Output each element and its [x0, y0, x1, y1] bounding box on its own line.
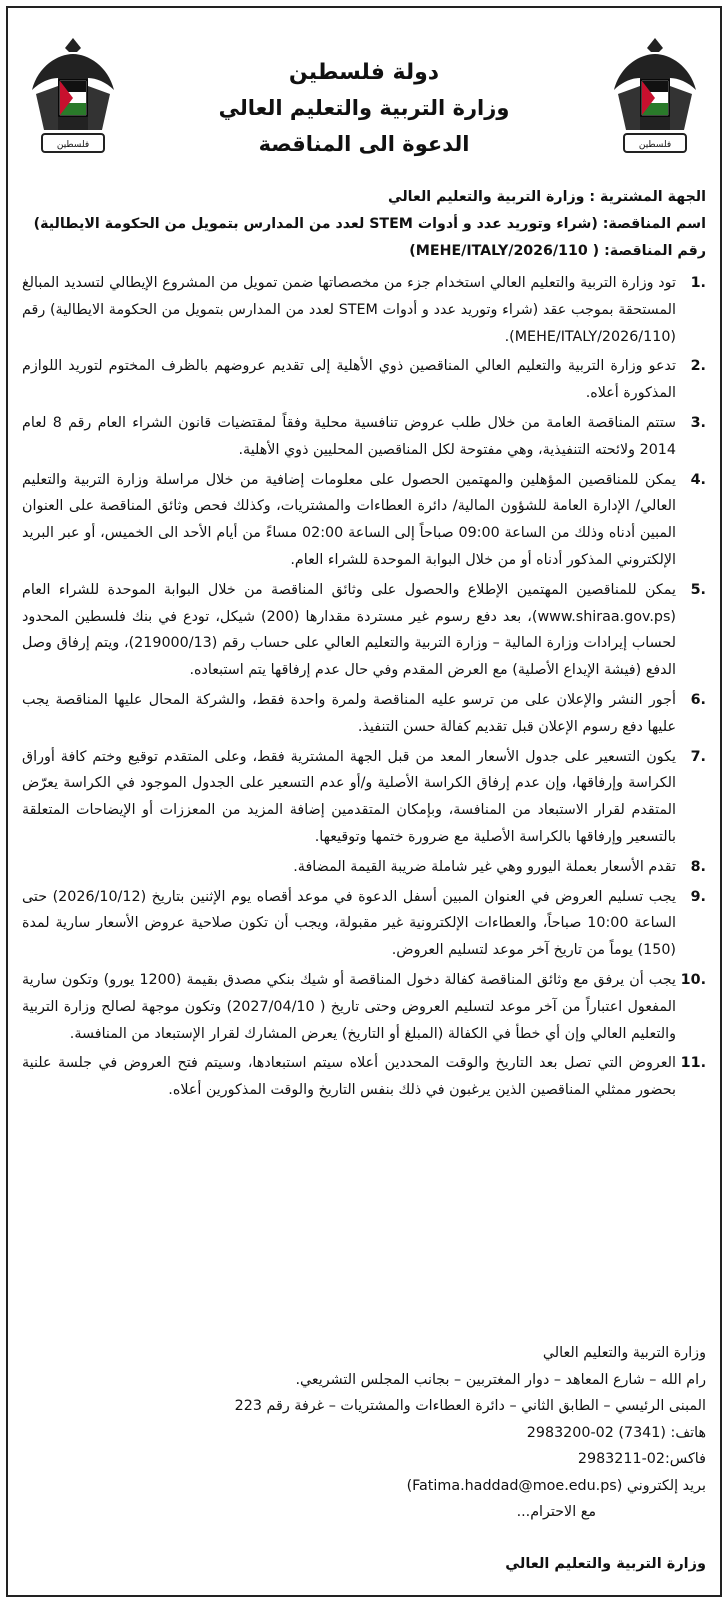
clause-item — [22, 1050, 706, 1104]
clause-text: تود وزارة التربية والتعليم العالي استخدام جزء من مخصصاتها ضمن تمويل من المشروع الإيطالي لتسديد المبالغ المستحقة بموجب عقد (شراء وتوريد عدد و أدوات STEM لعدد من المدارس بتمويل من الحكومة الايطالية) رقم (MEHE/ITALY/2026/110). — [22, 275, 676, 345]
state-title: دولة فلسطين — [288, 60, 440, 85]
signature: وزارة التربية والتعليم العالي — [505, 1556, 706, 1572]
clause-number: 6. — [690, 691, 706, 708]
clause-text: تدعو وزارة التربية والتعليم العالي المناقصين ذوي الأهلية إلى تقديم عروضهم بالظرف المختوم لتوريد اللوازم المذكورة أعلاه. — [22, 358, 676, 402]
clause-number: 10. — [680, 971, 706, 988]
contact-email: بريد إلكتروني (Fatima.haddad@moe.edu.ps) — [406, 1477, 706, 1494]
tender-notice — [6, 6, 722, 1597]
clause-number: 9. — [690, 888, 706, 905]
clause-number: 11. — [680, 1055, 706, 1072]
clause-text: يجب تسليم العروض في العنوان المبين أسفل الدعوة في موعد أقصاه يوم الإثنين بتاريخ (2026/10/12) حتى الساعة 10:00 صباحاً، والعطاءات الإلكترونية غير مقبولة، ويجب أن تكون صلاحية عروض الأسعار سارية لمدة (150) يوماً من تاريخ آخر موعد لتسليم العروض. — [22, 888, 677, 959]
tender-number-line: رقم المناقصة: ( MEHE/ITALY/2026/110) — [409, 243, 706, 259]
clause-number: 4. — [690, 471, 706, 488]
clause-text: العروض التي تصل بعد التاريخ والوقت المحددين أعلاه سيتم استبعادها، وسيتم فتح العروض في جلسة علنية بحضور ممثلي المناقصين الذين يرغبون في ذلك بنفس التاريخ والوقت المذكورين أعلاه. — [22, 1055, 676, 1099]
tender-meta — [22, 184, 706, 265]
contact-phone: هاتف: (7341) 02-2983200 — [526, 1424, 706, 1441]
clause-item — [22, 687, 706, 741]
regards-line: مع الاحترام... — [516, 1504, 596, 1520]
clause-number: 2. — [690, 358, 706, 375]
clause-number: 8. — [690, 858, 706, 875]
clause-item — [22, 854, 706, 881]
clause-item — [22, 967, 706, 1047]
clause-item — [22, 270, 706, 350]
clause-item — [22, 577, 706, 684]
contact-ministry: وزارة التربية والتعليم العالي — [542, 1345, 706, 1361]
clause-text: يمكن للمناقصين المهتمين الإطلاع والحصول على وثائق المناقصة من خلال البوابة الموحدة للشراء العام (www.shiraa.gov.ps)، بعد دفع رسوم غير مستردة مقدارها (200) شيكل، تودع في بنك فلسطين المحدود لحساب إيرادات وزارة المالية – وزارة التربية والتعليم العالي على حساب رقم (219000/13)، ويتم إرفاق وصل الدفع (فيشة الإيداع الأصلية) مع العرض المقدم وفي حال عدم إرفاقها يتم استبعاده. — [22, 581, 676, 679]
clause-number: 7. — [690, 748, 706, 765]
clause-number: 5. — [690, 581, 706, 598]
clause-item — [22, 410, 706, 464]
clause-text: ستتم المناقصة العامة من خلال طلب عروض تنافسية محلية وفقاً لمقتضيات قانون الشراء العام رقم 8 لعام 2014 ولائحته التنفيذية، وهي مفتوحة لكل المناقصين المحليين ذوي الأهلية. — [22, 414, 676, 458]
clause-item — [22, 353, 706, 407]
clause-number: 3. — [690, 414, 706, 431]
clause-item — [22, 884, 706, 964]
clause-number: 1. — [690, 275, 706, 291]
tender-clauses — [22, 270, 706, 1107]
contact-address-line: رام الله – شارع المعاهد – دوار المغتربين – بجانب المجلس التشريعي. — [295, 1371, 706, 1388]
palestine-eagle-emblem-icon — [28, 30, 118, 160]
call-title: الدعوة الى المناقصة — [258, 132, 470, 156]
svg-text:فلسطين: فلسطين — [56, 140, 90, 150]
contact-address-line: المبنى الرئيسي – الطابق الثاني – دائرة العطاءات والمشتريات – غرفة رقم 223 — [234, 1398, 706, 1414]
clause-item — [22, 744, 706, 851]
svg-text:فلسطين: فلسطين — [638, 140, 672, 150]
clause-text: يمكن للمناقصين المؤهلين والمهتمين الحصول على معلومات إضافية من خلال مراسلة وزارة التربية والتعليم العالي/ الإدارة العامة للشؤون المالية/ دائرة العطاءات والمشتريات، وكذلك فحص وثائق المناقصة على العنوان المبين أدناه وذلك من الساعة 09:00 صباحاً إلى الساعة 02:00 مساءً من أيام الأحد الى الخميس، أو عبر البريد الإلكتروني المذكور أدناه أو من خلال البوابة الموحدة للشراء العام. — [22, 471, 676, 568]
buyer-line: الجهة المشترية : وزارة التربية والتعليم العالي — [387, 189, 706, 205]
contact-block — [22, 1340, 706, 1526]
tender-name-line: اسم المناقصة: (شراء وتوريد عدد و أدوات STEM لعدد من المدارس بتمويل من الحكومة الايطالية) — [33, 216, 706, 232]
palestine-eagle-emblem-icon — [610, 30, 700, 160]
clause-text: يجب أن يرفق مع وثائق المناقصة كفالة دخول المناقصة أو شيك بنكي مصدق بقيمة (1200 يورو) وتكون سارية المفعول اعتباراً من آخر موعد لتسليم العروض وحتى تاريخ ( 2027/04/10) وتكون موجهة لصالح وزارة التربية والتعليم العالي وإن أي خطأ في الكفالة (المبلغ أو التاريخ) يعرض المشارك لقرار الإستبعاد من المنافسة. — [22, 971, 676, 1042]
clause-text: أجور النشر والإعلان على من ترسو عليه المناقصة ولمرة واحدة فقط، والشركة المحال عليها المناقصة يجب عليها دفع رسوم الإعلان قبل تقديم كفالة حسن التنفيذ. — [22, 691, 676, 735]
ministry-title: وزارة التربية والتعليم العالي — [218, 96, 510, 120]
clause-item — [22, 467, 706, 574]
clause-text: يكون التسعير على جدول الأسعار المعد من قبل الجهة المشترية فقط، وعلى المتقدم توقيع وختم كافة أوراق الكراسة وإرفاقها، وإن عدم إرفاق الكراسة الأصلية و/أو عدم التسعير على الجدول الموجود في الكراسة يعرّض المتقدم لقرار الاستبعاد من المنافسة، وبإمكان المتقدمين إضافة المزيد من المعززات أو الإيضاحات المتعلقة بالتسعير وإرفاقها بالكراسة الأصلية مع ضرورة ختمها وتوقيعها. — [22, 748, 676, 845]
notice-header — [128, 56, 600, 162]
contact-fax: فاكس:02-2983211 — [577, 1451, 706, 1467]
clause-text: تقدم الأسعار بعملة اليورو وهي غير شاملة ضريبة القيمة المضافة. — [293, 858, 676, 875]
